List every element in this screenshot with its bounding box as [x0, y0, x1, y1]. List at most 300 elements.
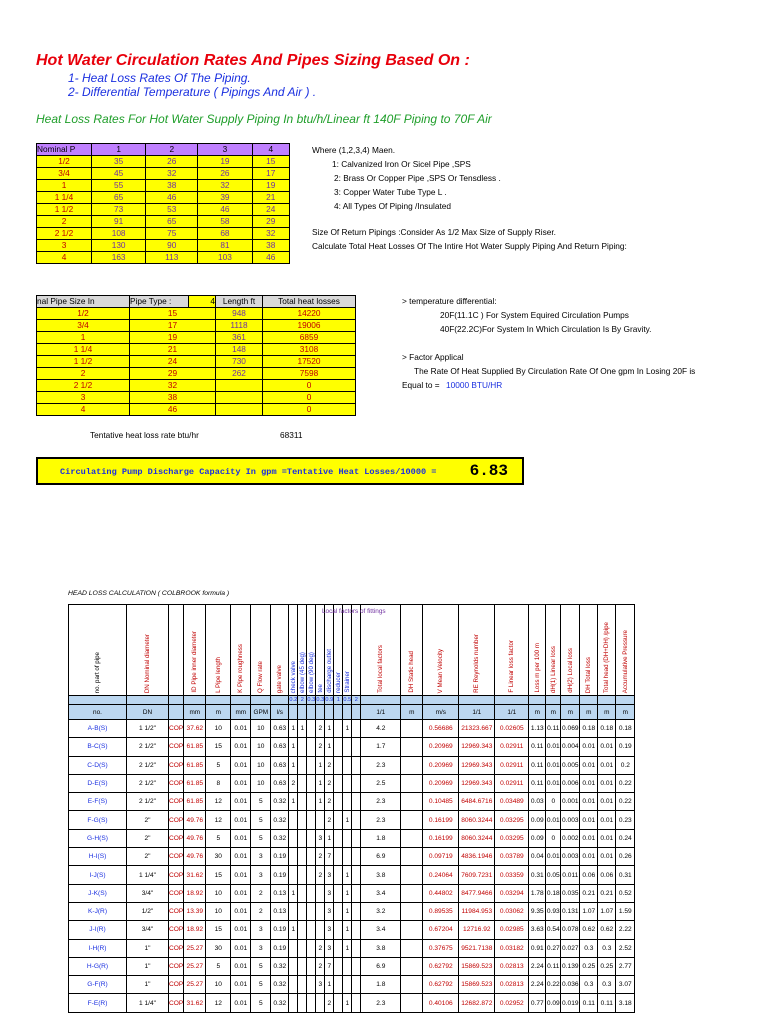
column-label: K Pipe roughness [237, 644, 245, 693]
temp-line-1: 20F(11.1C ) For System Equired Circulation Pumps [440, 310, 629, 320]
pump-capacity-box [36, 457, 524, 485]
table-cell [352, 774, 361, 792]
table-cell [343, 738, 352, 756]
table-cell: 0.11 [580, 994, 598, 1012]
table-row [37, 368, 356, 380]
table-cell: 32 [146, 168, 198, 180]
table-cell: COP [169, 921, 184, 939]
table-cell: 0.01 [598, 793, 616, 811]
table-cell: 0.32 [271, 793, 289, 811]
table-cell [307, 793, 316, 811]
table-cell: 0.05 [546, 866, 561, 884]
table-cell: 10 [206, 720, 231, 738]
table-cell: 2" [127, 811, 169, 829]
unit-cell [325, 705, 334, 720]
table-cell: 1 [343, 939, 352, 957]
table-cell [307, 902, 316, 920]
table-cell [334, 848, 343, 866]
where-item: 3: Copper Water Tube Type L . [334, 187, 447, 197]
table-cell: 2.52 [616, 939, 635, 957]
table-cell: 46 [252, 252, 289, 264]
table-cell: 3.8 [361, 939, 401, 957]
table-cell: 0.03489 [495, 793, 529, 811]
table-cell: 15 [130, 308, 216, 320]
table-cell [307, 921, 316, 939]
table-cell [334, 921, 343, 939]
table-cell [343, 774, 352, 792]
table-cell: 61.85 [184, 793, 206, 811]
table-cell: I-J(S) [69, 866, 127, 884]
table-cell: 1.07 [598, 902, 616, 920]
table-cell: 0.01 [598, 829, 616, 847]
table-cell [334, 738, 343, 756]
table-cell: 10 [206, 902, 231, 920]
table-cell: 5 [251, 957, 271, 975]
table-cell: 0.01 [231, 921, 251, 939]
table-cell [401, 884, 423, 902]
table-cell: 0.03294 [495, 884, 529, 902]
table-row [69, 829, 635, 847]
table-cell: 0.01 [546, 738, 561, 756]
table-cell: 19 [198, 156, 252, 168]
column-label: V Mean Velocity [437, 648, 445, 693]
table-cell: 0.01 [580, 756, 598, 774]
table-cell: 25.27 [184, 939, 206, 957]
table-cell: 0.01 [546, 774, 561, 792]
table-row [37, 332, 356, 344]
table-cell: 1 [343, 720, 352, 738]
table-cell: 0.02813 [495, 957, 529, 975]
table-cell: 0.25 [580, 957, 598, 975]
table-cell [352, 811, 361, 829]
table-cell: 10 [251, 756, 271, 774]
table-cell: 1 [325, 720, 334, 738]
table-row [37, 192, 290, 204]
table-cell: 6484.6716 [459, 793, 495, 811]
return-note: Size Of Return Pipings :Consider As 1/2 Max Size of Supply Riser. [312, 227, 556, 237]
table-cell: 35 [92, 156, 146, 168]
table-cell: 4.2 [361, 720, 401, 738]
table-cell: 7609.7231 [459, 866, 495, 884]
table-cell: 2 [251, 884, 271, 902]
table-row [69, 774, 635, 792]
unit-cell: m/s [423, 705, 459, 720]
table-cell [343, 793, 352, 811]
table-cell: 1 1/4 [37, 192, 92, 204]
table-cell: 1 1/4" [127, 866, 169, 884]
table-cell: 5 [251, 811, 271, 829]
table-cell: COP [169, 957, 184, 975]
table-cell: COP [169, 994, 184, 1012]
table-cell: COP [169, 811, 184, 829]
column-label: gate valve [276, 664, 284, 693]
table-cell: 0.019 [561, 994, 580, 1012]
table-cell: 0.01 [598, 756, 616, 774]
table-cell: 1 [289, 720, 298, 738]
table-cell: 2 1/2 [37, 228, 92, 240]
table-cell: COP [169, 738, 184, 756]
factor-cell [598, 696, 616, 705]
table-cell: COP [169, 848, 184, 866]
table-cell: 0.22 [546, 976, 561, 994]
table-cell: 21323.667 [459, 720, 495, 738]
table-cell: COP [169, 829, 184, 847]
table-cell: I-H(R) [69, 939, 127, 957]
table-cell: 15869.523 [459, 957, 495, 975]
table-cell: 0.13 [271, 902, 289, 920]
table-cell: 1/2" [127, 902, 169, 920]
table-cell: 2.24 [529, 957, 546, 975]
table-cell: 8060.3244 [459, 811, 495, 829]
table-cell: 12 [206, 793, 231, 811]
table-cell: K-J(R) [69, 902, 127, 920]
table-cell: COP [169, 866, 184, 884]
table-cell: 1 1/4" [127, 994, 169, 1012]
table-cell: 2.3 [361, 811, 401, 829]
header-cell [352, 605, 361, 696]
table-cell: 18.92 [184, 884, 206, 902]
table-cell [289, 848, 298, 866]
table-cell: 0.02605 [495, 720, 529, 738]
table-row [69, 848, 635, 866]
units-row [69, 705, 635, 720]
table-cell [307, 720, 316, 738]
table-cell: 38 [252, 240, 289, 252]
table-cell: 1 [325, 976, 334, 994]
factor-cell [529, 696, 546, 705]
where-item: 2: Brass Or Copper Pipe ,SPS Or Tensdless . [334, 173, 501, 183]
table-cell [352, 902, 361, 920]
column-label: Accumulative Pressure [621, 629, 629, 693]
unit-cell: m [580, 705, 598, 720]
table-cell [401, 902, 423, 920]
table-cell [298, 811, 307, 829]
unit-cell: l/s [271, 705, 289, 720]
table-row [37, 228, 290, 240]
table-cell [352, 921, 361, 939]
table-cell [352, 884, 361, 902]
criteria-line-1: 1- Heat Loss Rates Of The Piping. [68, 71, 251, 85]
table-cell [307, 811, 316, 829]
table-cell: COP [169, 756, 184, 774]
table-cell [343, 976, 352, 994]
table-cell: 0.31 [529, 866, 546, 884]
head-loss-title: HEAD LOSS CALCULATION ( COLBROOK formula ) [68, 590, 230, 597]
table-cell: 0.31 [616, 866, 635, 884]
table-cell: 130 [92, 240, 146, 252]
table-cell [352, 939, 361, 957]
table-cell [298, 793, 307, 811]
table-row [37, 380, 356, 392]
table-cell: 46 [146, 192, 198, 204]
table-cell: 3 [37, 392, 130, 404]
table-cell: 2 [37, 216, 92, 228]
table-cell [401, 848, 423, 866]
header-cell [127, 605, 169, 696]
table-cell: 3 [37, 240, 92, 252]
table-cell: 0.18 [546, 884, 561, 902]
table-cell: COP [169, 774, 184, 792]
table-cell: 0.035 [561, 884, 580, 902]
table-cell [401, 921, 423, 939]
factor-cell: 0.3 [316, 697, 325, 703]
table-cell: 5 [251, 829, 271, 847]
table-cell: 0.63 [271, 738, 289, 756]
table-cell: 2 [251, 902, 271, 920]
table-cell [352, 848, 361, 866]
table-cell: 12 [206, 994, 231, 1012]
table-cell: 0.011 [561, 866, 580, 884]
table-cell: 2 1/2" [127, 738, 169, 756]
table-cell: 1.8 [361, 829, 401, 847]
table-cell: 2 [316, 866, 325, 884]
table-cell: 2 [316, 720, 325, 738]
table-cell: 2" [127, 848, 169, 866]
table-cell: 0.93 [546, 902, 561, 920]
table-cell: 7 [325, 957, 334, 975]
table-cell: 0.01 [231, 829, 251, 847]
table-cell: 0.078 [561, 921, 580, 939]
table-cell: 103 [198, 252, 252, 264]
table-cell: 10 [251, 738, 271, 756]
table-cell: 9.35 [529, 902, 546, 920]
table-cell: 0.63 [271, 774, 289, 792]
table-cell: 0.01 [231, 976, 251, 994]
factor-cell [495, 696, 529, 705]
unit-cell [352, 705, 361, 720]
table-cell: 6.9 [361, 957, 401, 975]
table-cell [401, 756, 423, 774]
table-cell: 0.03789 [495, 848, 529, 866]
table-cell: 91 [92, 216, 146, 228]
table-cell: 5 [251, 976, 271, 994]
table-cell [289, 957, 298, 975]
column-label: L Pipe length [214, 657, 222, 693]
column-label: dH(1) Linear loss [549, 645, 557, 693]
table-cell: 1/2 [37, 308, 130, 320]
header-cell [546, 605, 561, 696]
header-cell [401, 605, 423, 696]
unit-cell: DN [127, 705, 169, 720]
table-cell: 361 [216, 332, 263, 344]
table-cell [298, 829, 307, 847]
table-row [37, 168, 290, 180]
table-cell: 3/4" [127, 884, 169, 902]
table-cell: 2.77 [616, 957, 635, 975]
table-cell: 1.8 [361, 976, 401, 994]
heat-loss-rate-table [36, 143, 290, 264]
header-cell [289, 605, 298, 696]
factor-cell [459, 696, 495, 705]
table-cell: 0.10485 [423, 793, 459, 811]
table-cell: 19006 [263, 320, 356, 332]
table-cell: G-H(S) [69, 829, 127, 847]
table-cell [307, 994, 316, 1012]
column-label: dH(2) Local loss [566, 648, 574, 693]
table-cell: 0.01 [580, 793, 598, 811]
table-cell: 1.59 [616, 902, 635, 920]
table-cell: 0.09 [529, 811, 546, 829]
table-cell: 39 [198, 192, 252, 204]
table-cell: 2 1/2 [37, 380, 130, 392]
header-cell [298, 605, 307, 696]
table-cell: 2.22 [616, 921, 635, 939]
table-cell: 46 [130, 404, 216, 416]
table-cell [307, 866, 316, 884]
table-cell [298, 884, 307, 902]
header-cell [184, 605, 206, 696]
table-cell: 58 [198, 216, 252, 228]
table-cell: 6.9 [361, 848, 401, 866]
table-cell: 1.07 [580, 902, 598, 920]
table-cell [289, 994, 298, 1012]
table-cell: 24 [252, 204, 289, 216]
table-cell: 12969.343 [459, 738, 495, 756]
table-cell [298, 994, 307, 1012]
unit-cell: 1/1 [459, 705, 495, 720]
table-cell: 0.25 [598, 957, 616, 975]
factor-cell [206, 696, 231, 705]
factor-cell [401, 696, 423, 705]
table-cell: 1 [343, 921, 352, 939]
unit-cell [298, 705, 307, 720]
table-cell: 0.32 [271, 829, 289, 847]
table-cell: 21 [252, 192, 289, 204]
table-cell [298, 902, 307, 920]
table-cell: J-I(R) [69, 921, 127, 939]
table-cell: 0.77 [529, 994, 546, 1012]
table-cell: E-F(S) [69, 793, 127, 811]
table-row [37, 240, 290, 252]
table-cell: 2 1/2" [127, 756, 169, 774]
table-cell [298, 921, 307, 939]
table-cell: 0.21 [580, 884, 598, 902]
table-cell: 1 [289, 921, 298, 939]
factor-cell [423, 696, 459, 705]
table-cell: 0.11 [546, 957, 561, 975]
table-cell: 53 [146, 204, 198, 216]
table-cell: 3 [251, 939, 271, 957]
table-cell: 1 [37, 332, 130, 344]
table-cell: 0.036 [561, 976, 580, 994]
table-cell [334, 866, 343, 884]
table-cell: 3 [251, 866, 271, 884]
table-cell: 2 [316, 957, 325, 975]
factor-line: The Rate Of Heat Supplied By Circulation Rate Of One gpm In Losing 20F is [414, 366, 696, 376]
table-cell [334, 976, 343, 994]
table-row [69, 793, 635, 811]
column-label: Total local factors [377, 645, 385, 693]
table-cell: 65 [92, 192, 146, 204]
unit-cell [307, 705, 316, 720]
table-cell: 163 [92, 252, 146, 264]
table-cell [289, 902, 298, 920]
table-cell: 1 [37, 180, 92, 192]
table-cell: 32 [198, 180, 252, 192]
table-cell [307, 774, 316, 792]
page-title: Hot Water Circulation Rates And Pipes Sizing Based On : [36, 52, 470, 69]
header-cell [459, 605, 495, 696]
column-label: F Linear loss factor [508, 640, 516, 693]
table-cell [307, 829, 316, 847]
table-cell: 30 [206, 939, 231, 957]
table-cell: 30 [206, 848, 231, 866]
table-cell: 46 [198, 204, 252, 216]
table-cell: 18.92 [184, 921, 206, 939]
table-row [69, 921, 635, 939]
table-cell: 0.06 [580, 866, 598, 884]
table-cell: 0.91 [529, 939, 546, 957]
table-cell: 2 [316, 738, 325, 756]
table-cell: 12 [206, 811, 231, 829]
table-cell [307, 939, 316, 957]
table-cell: 1/2 [37, 156, 92, 168]
table-cell: 15 [206, 738, 231, 756]
tentative-value: 68311 [280, 430, 303, 440]
table-cell: 0.16199 [423, 811, 459, 829]
table-cell [401, 720, 423, 738]
table-cell [352, 957, 361, 975]
table-cell: 0 [546, 793, 561, 811]
table-cell: 61.85 [184, 756, 206, 774]
table-cell: 26 [198, 168, 252, 180]
factor-cell: 0.9 [325, 697, 334, 703]
table-cell: 0.01 [546, 848, 561, 866]
header-cell [69, 605, 127, 696]
table-cell: 0.20969 [423, 756, 459, 774]
table-row [37, 216, 290, 228]
table-cell [298, 957, 307, 975]
table-row [37, 344, 356, 356]
table-cell: 0.2 [616, 756, 635, 774]
table-cell: 1.7 [361, 738, 401, 756]
table-cell [316, 994, 325, 1012]
column-label: check valve [289, 660, 297, 693]
table-cell: 0.005 [561, 756, 580, 774]
table-cell [401, 866, 423, 884]
table-row [37, 356, 356, 368]
where-title: Where (1,2,3,4) Maen. [312, 145, 396, 155]
table-cell: 1 [325, 829, 334, 847]
table-cell: 4 [37, 252, 92, 264]
table-cell: 2 [316, 939, 325, 957]
table-cell: 0.32 [271, 811, 289, 829]
table-cell [401, 939, 423, 957]
table-cell [316, 884, 325, 902]
factor-cell [361, 696, 401, 705]
table-cell: 49.76 [184, 811, 206, 829]
table-cell: 0.24 [616, 829, 635, 847]
table-cell: 37.62 [184, 720, 206, 738]
table-cell: 0.22 [616, 793, 635, 811]
header-cell [361, 605, 401, 696]
table-cell: 29 [252, 216, 289, 228]
table-row [37, 320, 356, 332]
table-cell: 19 [252, 180, 289, 192]
table-cell: 0.18 [598, 720, 616, 738]
table-cell: 0.89535 [423, 902, 459, 920]
table-cell [334, 994, 343, 1012]
table-cell: 3 [325, 921, 334, 939]
table-cell: 0.02813 [495, 976, 529, 994]
table-cell: 15 [206, 921, 231, 939]
table-cell: 5 [206, 829, 231, 847]
equal-value: 10000 BTU/HR [446, 380, 503, 390]
header-cell [271, 605, 289, 696]
table-cell: 0.01 [598, 774, 616, 792]
factor-cell [169, 696, 184, 705]
table-cell: COP [169, 939, 184, 957]
